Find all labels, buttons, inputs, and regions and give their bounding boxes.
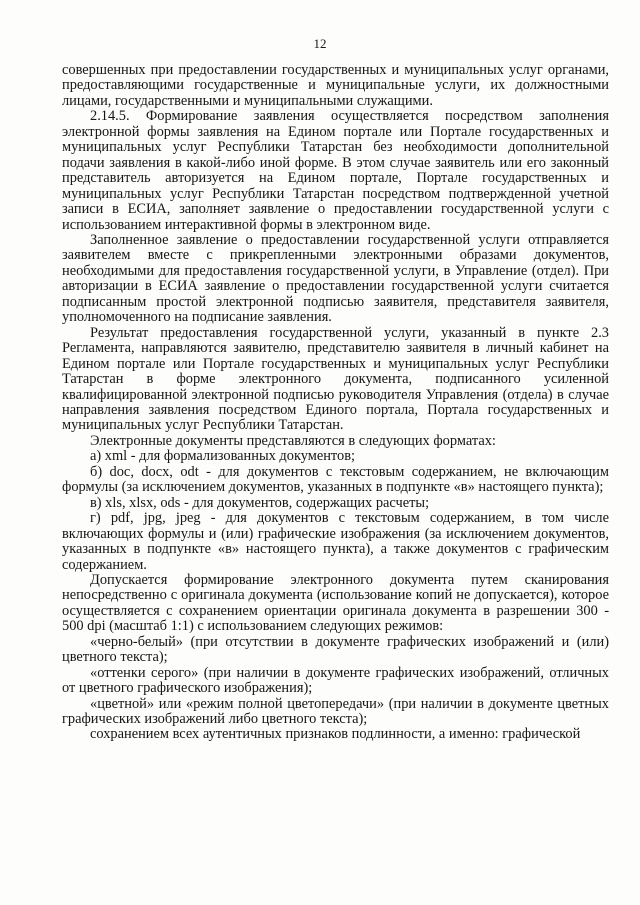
document-body	[62, 63, 609, 743]
paragraph-submission: Заполненное заявление о предоставлении государственной услуги отправляется заявителем вместе с прикрепленными электронными образами документов, необходимыми для предоставления государственной услуги, в Управление (отдел). При авторизации в ЕСИА заявление о предоставлении государственной услуги считается подписанным простой электронной подписью заявителя, представителя заявителя, уполномоченного на подписание заявления.	[62, 231, 609, 326]
list-item-mode-grayscale: «оттенки серого» (при наличии в документе графических изображений, отличных от цветного графического изображения);	[62, 664, 609, 697]
paragraph-continuation: совершенных при предоставлении государственных и муниципальных услуг органами, предоставляющими государственные и муниципальные услуги, их должностными лицами, государственными и муниципальными служащими.	[62, 62, 609, 109]
list-item-format-a: а) xml - для формализованных документов;	[90, 448, 356, 465]
paragraph-result: Результат предоставления государственной услуги, указанный в пункте 2.3 Регламента, направляются заявителю, представителю заявителя в личный кабинет на Едином портале или Портале государственных и муниципальных услуг Республики Татарстан в форме электронного документа, подписанного усиленной квалифицированной электронной подписью руководителя Управления (отдела) в случае направления заявления посредством Единого портала, Портала государственных и муниципальных услуг Республики Татарстан.	[62, 324, 609, 434]
list-item-format-d: г) pdf, jpg, jpeg - для документов с текстовым содержанием, в том числе включающих формулы и (или) графические изображения (за исключением документов, указанных в подпункте «в» настоящего пункта), а также документов с графическим содержанием.	[62, 510, 609, 573]
list-item-format-b: б) doc, docx, odt - для документов с текстовым содержанием, не включающим формулы (за исключением документов, указанных в подпункте «в» настоящего пункта);	[62, 463, 609, 496]
paragraph-authenticity: сохранением всех аутентичных признаков подлинности, а именно: графической	[90, 726, 581, 743]
page-number: 12	[313, 36, 327, 51]
list-item-mode-bw: «черно-белый» (при отсутствии в документе графических изображений и (или) цветного текста);	[62, 633, 609, 666]
list-item-format-c: в) xls, xlsx, ods - для документов, содержащих расчеты;	[90, 494, 430, 511]
paragraph-scanning: Допускается формирование электронного документа путем сканирования непосредственно с оригинала документа (использование копий не допускается), которое осуществляется с сохранением ориентации оригинала документа в разрешении 300 - 500 dpi (масштаб 1:1) с использованием следующих режимов:	[62, 571, 609, 635]
paragraph-formats-intro: Электронные документы представляются в следующих форматах:	[90, 432, 496, 449]
paragraph-2-14-5: 2.14.5. Формирование заявления осуществляется посредством заполнения электронной формы заявления на Едином портале или Портале государственных и муниципальных услуг Республики Татарстан без необходимости дополнительной подачи заявления в какой-либо иной форме. В этом случае заявитель или его законный представитель авторизуется на Едином портале, Портале государственных и муниципальных услуг Республики Татарстан посредством подтвержденной учетной записи в ЕСИА, заполняет заявление о предоставлении государственной услуги с использованием интерактивной формы в электронном виде.	[62, 108, 609, 233]
list-item-mode-color: «цветной» или «режим полной цветопередачи» (при наличии в документе цветных графических изображений либо цветного текста);	[62, 695, 609, 728]
